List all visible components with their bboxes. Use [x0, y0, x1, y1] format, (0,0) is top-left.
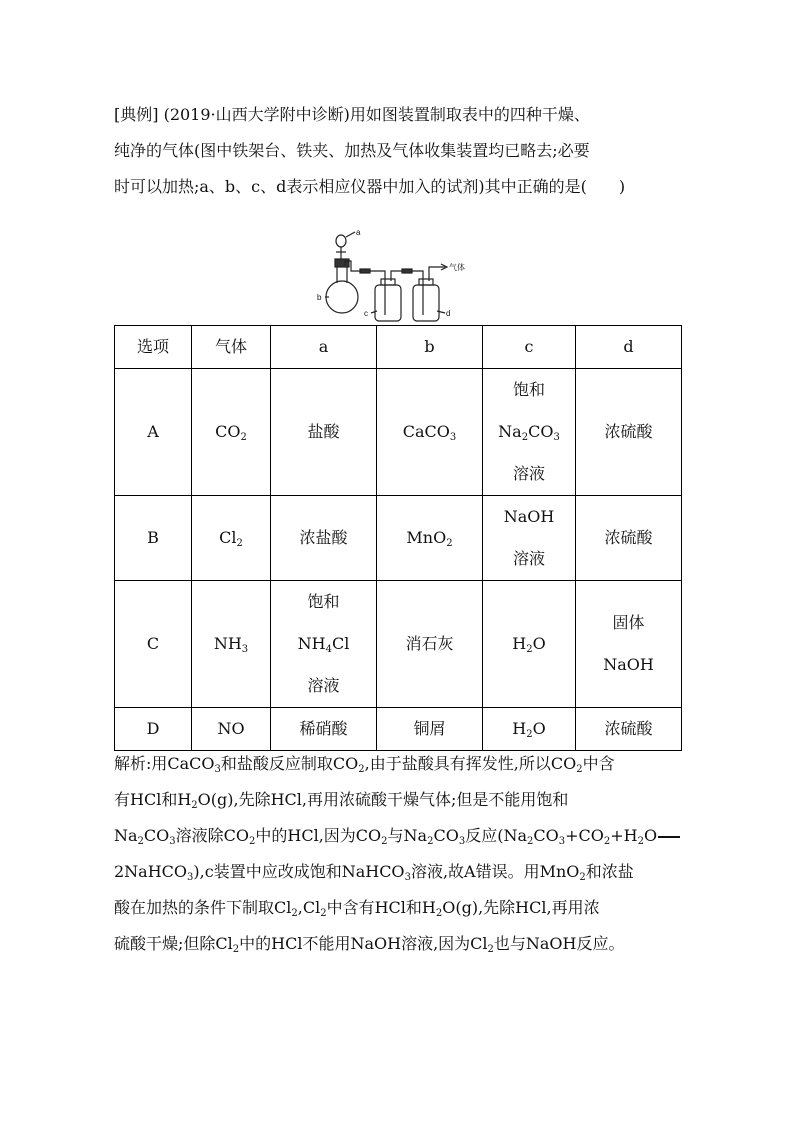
cell-d: 浓硫酸	[576, 496, 682, 581]
question-line: [典例] (2019·山西大学附中诊断)用如图装置制取表中的四种干燥、	[114, 105, 590, 124]
cell-d: 浓硫酸	[576, 369, 682, 496]
analysis-line: 硫酸干燥;但除$Cl_2$中的HCl不能用NaOH溶液,因为$Cl_2$也与NaOH反应。	[114, 934, 625, 955]
label-b: b	[317, 293, 322, 302]
analysis-line: 有HCl和$H_2O(g)$,先除HCl,再用浓硫酸干燥气体;但是不能用饱和	[114, 790, 569, 811]
wash-bottle-1	[375, 285, 401, 321]
cell-option: D	[115, 708, 192, 751]
cell-b: CaCO$_3$	[377, 369, 483, 496]
cell-a: 浓盐酸	[271, 496, 377, 581]
table-row	[115, 496, 682, 581]
header-gas: 气体	[192, 326, 271, 369]
cell-gas: $NH_3$	[192, 581, 271, 708]
header-c: c	[483, 326, 576, 369]
header-b: b	[377, 326, 483, 369]
cell-b: 铜屑	[377, 708, 483, 751]
cell-c: NaOH 溶液	[483, 496, 576, 581]
cell-b: 消石灰	[377, 581, 483, 708]
cell-d: 浓硫酸	[576, 708, 682, 751]
gas-label: 气体	[449, 263, 465, 272]
analysis-line: 酸在加热的条件下制取$Cl_2,Cl_2$中含有HCl和$H_2O(g)$,先除HCl,再用浓	[114, 898, 600, 919]
analysis-text	[114, 746, 680, 962]
header-option: 选项	[115, 326, 192, 369]
label-d: d	[446, 309, 451, 318]
analysis-line: $Na_2CO_3$溶液除$CO_2$中的HCl,因为$CO_2$与$Na_2CO_3$反应($Na_2CO_3+CO_2+H_2O$	[114, 818, 680, 854]
cell-option: C	[115, 581, 192, 708]
flask-stopper	[335, 259, 349, 267]
table-row	[115, 369, 682, 496]
cell-gas: $CO_2$	[192, 369, 271, 496]
cell-c: $H_2O$	[483, 581, 576, 708]
label-c: c	[364, 309, 368, 318]
cell-option: B	[115, 496, 192, 581]
cell-c: 饱和 $Na_2CO_3$ 溶液	[483, 369, 576, 496]
options-table	[114, 325, 682, 751]
cell-d: 固体 NaOH	[576, 581, 682, 708]
funnel-bulb	[336, 235, 346, 247]
analysis-line: 解析:用CaCO$_3$和盐酸反应制取$CO_2$,由于盐酸具有挥发性,所以$CO_2$中含	[114, 754, 615, 775]
question-line: 纯净的气体(图中铁架台、铁夹、加热及气体收集装置均已略去;必要	[114, 141, 590, 160]
apparatus-diagram	[305, 227, 485, 325]
cell-gas: NO	[192, 708, 271, 751]
cell-option: A	[115, 369, 192, 496]
wash-bottle-2	[413, 285, 439, 321]
cell-c: $H_2O$	[483, 708, 576, 751]
cell-gas: $Cl_2$	[192, 496, 271, 581]
round-bottom-flask	[326, 281, 358, 313]
table-row	[115, 708, 682, 751]
label-a: a	[356, 228, 361, 237]
question-stem	[114, 97, 680, 205]
question-line: 时可以加热;a、b、c、d表示相应仪器中加入的试剂)其中正确的是( )	[114, 177, 626, 196]
table-header-row	[115, 326, 682, 369]
header-d: d	[576, 326, 682, 369]
cell-a: 饱和 $NH_4Cl$ 溶液	[271, 581, 377, 708]
header-a: a	[271, 326, 377, 369]
analysis-line: 2NaHCO$_3$),c装置中应改成饱和NaHCO$_3$溶液,故A错误。用MnO$_2$和浓盐	[114, 862, 634, 883]
cell-a: 稀硝酸	[271, 708, 377, 751]
cell-b: MnO$_2$	[377, 496, 483, 581]
table-row	[115, 581, 682, 708]
cell-a: 盐酸	[271, 369, 377, 496]
